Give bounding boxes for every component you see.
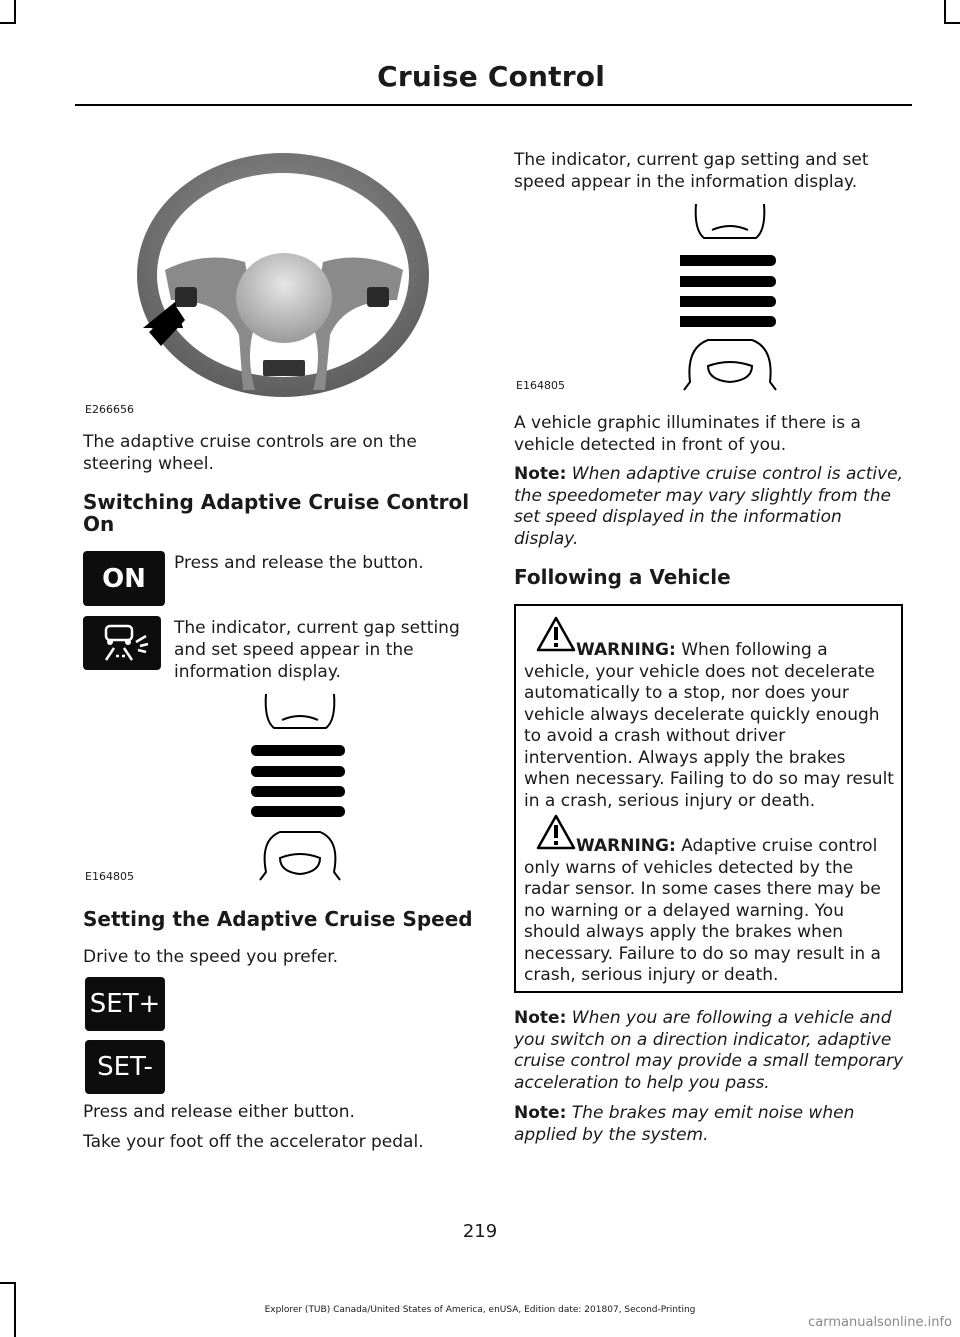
crop-mark: [0, 1282, 14, 1284]
foot-off-text: Take your foot off the accelerator pedal.: [83, 1132, 424, 1152]
watermark: carmanualsonline.info: [808, 1315, 952, 1330]
figure-label: E266656: [85, 403, 134, 416]
set-minus-button-icon: SET-: [85, 1040, 165, 1094]
indicator-text: The indicator, current gap setting and set speed appear in the information display.: [514, 150, 869, 192]
crop-mark: [14, 0, 16, 24]
steering-wheel-figure: [135, 150, 435, 420]
crop-mark: [944, 0, 946, 24]
section-heading: Following a Vehicle: [514, 565, 731, 589]
warning-box: [514, 604, 903, 993]
figure-label: E164805: [85, 870, 134, 883]
vehicle-graphic-text: A vehicle graphic illuminates if there is a vehicle detected in front of you.: [514, 413, 861, 455]
drive-text: Drive to the speed you prefer.: [83, 947, 339, 967]
header-divider: [75, 104, 912, 106]
edition-footer: Explorer (TUB) Canada/United States of America, enUSA, Edition date: 201807, Second-Printing: [264, 1305, 696, 1315]
on-button-icon: ON: [83, 551, 165, 606]
page-number: 219: [462, 1221, 498, 1242]
gap-setting-figure: [250, 690, 350, 885]
intro-text: The adaptive cruise controls are on the steering wheel.: [83, 432, 417, 474]
crop-mark: [946, 22, 960, 24]
gap-setting-figure: [680, 200, 780, 395]
adaptive-cruise-icon: [83, 616, 161, 670]
set-plus-button-icon: SET+: [85, 977, 165, 1031]
section-heading: Setting the Adaptive Cruise Speed: [83, 907, 473, 931]
indicator-description: The indicator, current gap setting and set speed appear in the information display.: [174, 618, 460, 682]
page-title: Cruise Control: [377, 60, 605, 93]
warning-text: WARNING: When following a vehicle, your vehicle does not decelerate automatically to a stop, nor does your vehicle always decelerate quickly enough to avoid a crash without driver intervention. Always apply the brakes when necessary. Failing to do so may result in a crash, serious injury or death.: [524, 640, 894, 811]
press-either-text: Press and release either button.: [83, 1102, 355, 1122]
section-heading: Switching Adaptive Cruise Control On: [83, 490, 470, 536]
warning-text: WARNING: Adaptive cruise control only warns of vehicles detected by the radar sensor. In some cases there may be no warning or a delayed warning. You should always apply the brakes when necessary. Failure to do so may result in a crash, serious injury or death.: [524, 836, 881, 985]
note: Note: The brakes may emit noise when applied by the system.: [514, 1103, 855, 1145]
crop-mark: [0, 22, 14, 24]
note: Note: When you are following a vehicle and you switch on a direction indicator, adaptive cruise control may provide a small temporary acceleration to help you pass.: [514, 1008, 904, 1093]
note: Note: When adaptive cruise control is active, the speedometer may vary slightly from the set speed displayed in the information display.: [514, 464, 904, 549]
figure-label: E164805: [516, 379, 565, 392]
on-button-description: Press and release the button.: [174, 553, 424, 573]
